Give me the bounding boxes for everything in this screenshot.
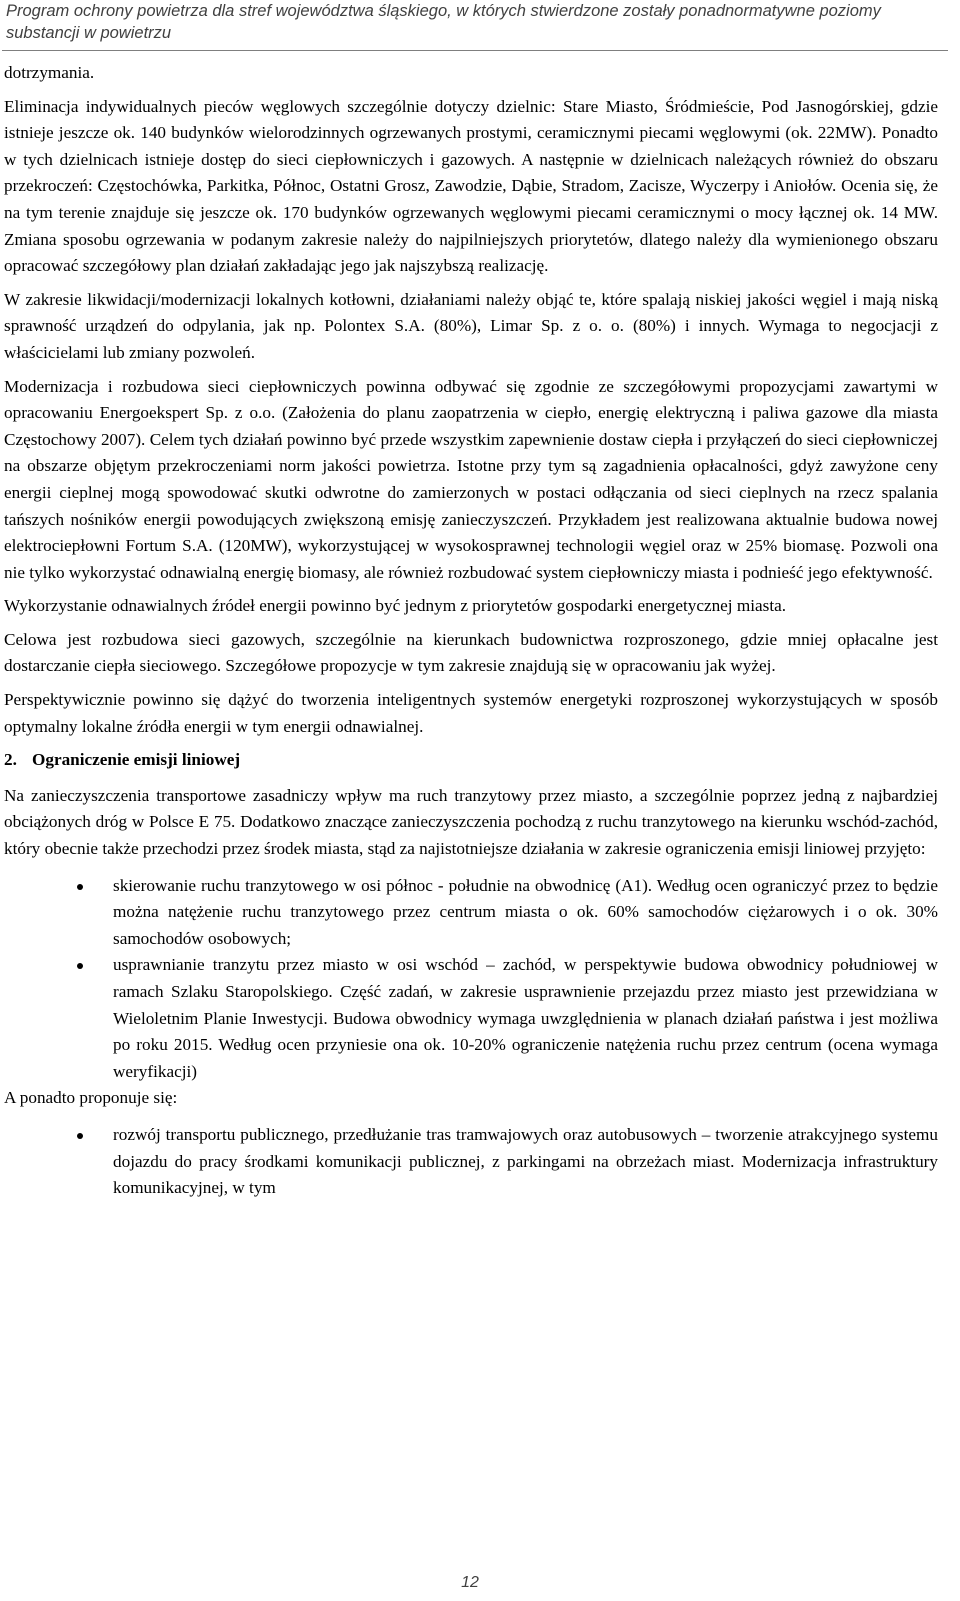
page-header <box>6 0 948 48</box>
section-number: 2. <box>4 750 17 770</box>
paragraph: dotrzymania. <box>4 63 95 82</box>
paragraph: W zakresie likwidacji/modernizacji lokalnych kotłowni, działaniami należy objąć te, które spalają niskiej jakości węgiel i mają niską sprawność urządzeń do odpylania, jak np. Polontex S.A. (80%), Limar Sp. z o. o. (80%) i innych. Wymaga to negocjacji z właścicielami lub zmiany pozwoleń. <box>4 289 938 362</box>
paragraph: Perspektywicznie powinno się dążyć do tworzenia inteligentnych systemów energetyki rozproszonej wykorzystujących w sposób optymalny lokalne źródła energii w tym energii odnawialnej. <box>4 690 938 736</box>
page-number: 12 <box>461 1574 479 1591</box>
section-title: Ograniczenie emisji liniowej <box>32 750 241 770</box>
bullet-icon <box>77 884 83 890</box>
paragraph: Modernizacja i rozbudowa sieci ciepłowniczych powinna odbywać się zgodnie ze szczegółowymi propozycjami zawartymi w opracowaniu Energoekspert Sp. z o.o. (Założenia do planu zaopatrzenia w ciepło, energię elektryczną i paliwa gazowe dla miasta Częstochowy 2007). Celem tych działań powinno być przede wszystkim zapewnienie dostaw ciepła i przyłączeń do sieci ciepłowniczej na obszarze objętym przekroczeniami norm jakości powietrza. Istotne przy tym są zagadnienia opłacalności, gdyż zawyżone ceny energii cieplnej mogą spowodować skutki odwrotne do zamierzonych w postaci odłączania od sieci cieplnych na rzecz spalania tańszych nośników energii powodujących zwiększoną emisję zanieczyszczeń. Przykładem jest realizowana aktualnie budowa nowej elektrociepłowni Fortum S.A. (120MW), wykorzystującej w wysokosprawnej technologii węgiel oraz w 25% biomasę. Pozwoli ona nie tylko wykorzystać odnawialną energię biomasy, ale również rozbudować system ciepłowniczy miasta i podnieść jego efektywność. <box>4 376 938 582</box>
document-body <box>4 60 938 1202</box>
list-item <box>4 1122 938 1202</box>
section-heading <box>4 747 938 774</box>
list-item <box>4 873 938 953</box>
paragraph: Eliminacja indywidualnych pieców węglowych szczególnie dotyczy dzielnic: Stare Miasto, Śródmieście, Pod Jasnogórskiej, gdzie istnieje jeszcze ok. 140 budynków wielorodzinnych ogrzewanych prostymi, ceramicznymi piecami węglowymi (ok. 22MW). Ponadto w tych dzielnicach istnieje dostęp do sieci ciepłowniczych i gazowych. A następnie w dzielnicach należących również do obszaru przekroczeń: Częstochówka, Parkitka, Północ, Ostatni Grosz, Zawodzie, Dąbie, Stradom, Zacisze, Wyczerpy i Aniołów. Ocenia się, że na tym terenie znajduje się jeszcze ok. 170 budynków ogrzewanych węglowymi piecami ceramicznymi o mocy łącznej ok. 14 MW. Zmiana sposobu ogrzewania w podanym zakresie należy do najpilniejszych priorytetów, dlatego należy dla wymienionego obszaru opracować szczegółowy plan działań zakładając jego jak najszybszą realizację. <box>4 96 938 276</box>
list-followup: A ponadto proponuje się: <box>4 1088 178 1108</box>
header-title: Program ochrony powietrza dla stref województwa śląskiego, w których stwierdzone zostały ponadnormatywne poziomy substancji w powietrzu <box>6 2 881 42</box>
paragraph: Wykorzystanie odnawialnych źródeł energii powinno być jednym z priorytetów gospodarki energetycznej miasta. <box>4 596 787 616</box>
header-divider <box>2 50 948 51</box>
section-intro: Na zanieczyszczenia transportowe zasadniczy wpływ ma ruch tranzytowy przez miasto, a szczególnie poprzez jedną z najbardziej obciążonych dróg w Polsce E 75. Dodatkowo znaczące zanieczyszczenia pochodzą z ruchu tranzytowego na kierunku wschód-zachód, który obecnie także przechodzi przez środek miasta, stąd za najistotniejsze działania w zakresie ograniczenia emisji liniowej przyjęto: <box>4 785 938 859</box>
bullet-list <box>4 873 938 1086</box>
bullet-icon <box>77 963 83 969</box>
paragraph: Celowa jest rozbudowa sieci gazowych, szczególnie na kierunkach budownictwa rozproszonego, gdzie mniej opłacalne jest dostarczanie ciepła sieciowego. Szczegółowe propozycje w tym zakresie znajdują się w opracowaniu jak wyżej. <box>4 629 938 676</box>
list-item <box>4 952 938 1085</box>
list-item-text: skierowanie ruchu tranzytowego w osi północ - południe na obwodnicę (A1). Według ocen ograniczyć przez to będzie można natężenie ruchu tranzytowego przez centrum miasta o ok. 60% samochodów ciężarowych i o ok. 30% samochodów osobowych; <box>113 875 938 948</box>
list-item-text: usprawnianie tranzytu przez miasto w osi wschód – zachód, w perspektywie budowa obwodnicy południowej w ramach Szlaku Staropolskiego. Część zadań, w zakresie usprawnienie przejazdu przez miasto jest przewidziana w Wieloletnim Planie Inwestycji. Budowa obwodnicy wymaga uwzględnienia w planach działań państwa i jest możliwa po roku 2015. Według ocen przyniesie ona ok. 10-20% ograniczenie natężenia ruchu przez centrum (ocena wymaga weryfikacji) <box>113 955 938 1081</box>
list-item-text: rozwój transportu publicznego, przedłużanie tras tramwajowych oraz autobusowych – tworzenie atrakcyjnego systemu dojazdu do pracy środkami komunikacji publicznej, z parkingami na obrzeżach miast. Modernizacja infrastruktury komunikacyjnej, w tym <box>113 1124 938 1198</box>
bullet-list-2 <box>4 1122 938 1202</box>
bullet-icon <box>77 1133 83 1139</box>
